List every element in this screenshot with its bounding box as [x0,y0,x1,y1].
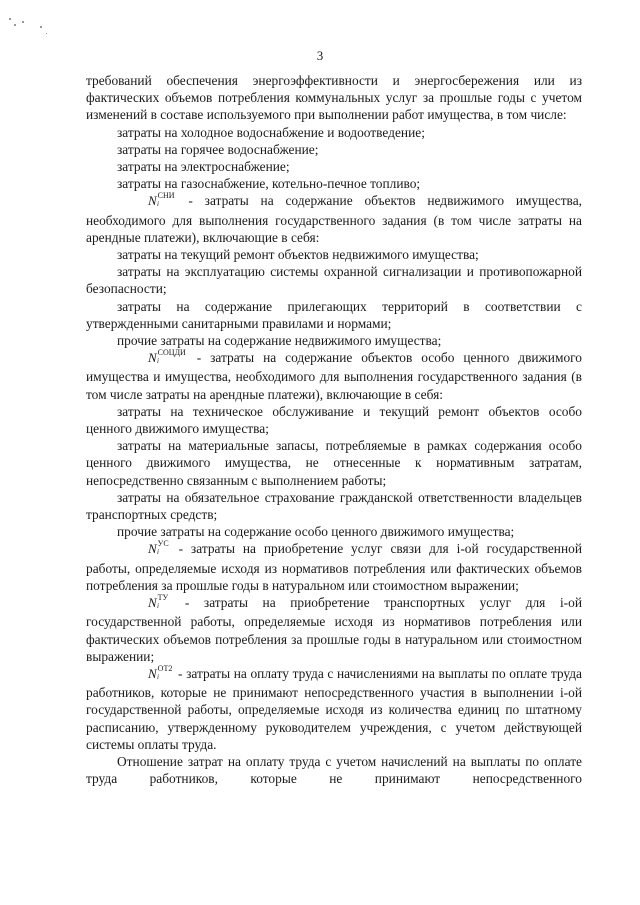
scan-artifact [22,21,24,23]
paragraph [86,141,582,158]
paragraph-text: затраты на эксплуатацию системы охранной сигнализации и противопожарной безопасности; [86,264,582,297]
paragraph [86,523,582,540]
formula-symbol: N i $^{ТУ}$ [148,593,169,611]
page-number: 3 [316,48,324,63]
paragraph [86,72,582,124]
paragraph [86,332,582,349]
paragraph-text: прочие затраты на содержание особо ценного движимого имущества; [117,524,515,540]
paragraph-text: - затраты на приобретение транспортных услуг для i-ой государственной работы, определяемые исходя из нормативов потребления или фактических объемов потребления за прошлые годы в натуральном или стоимостном выражении; [86,595,582,664]
paragraph [86,437,582,489]
paragraph-text: прочие затраты на содержание недвижимого имущества; [117,333,442,349]
paragraph-text: требований обеспечения энергоэффективности и энергосбережения или из фактических объемов потребления коммунальных услуг за прошлые годы с учетом изменений в составе используемого при выполнении работ имущества, в том числе: [86,73,582,123]
paragraph [86,246,582,263]
paragraph-text: затраты на текущий ремонт объектов недвижимого имущества; [117,247,479,263]
scan-artifact [40,26,42,28]
formula-definition-paragraph [86,665,582,753]
paragraph [86,489,582,523]
formula-symbol: N i $^{ОТ2}$ [148,663,173,681]
paragraph-text: затраты на обязательное страхование гражданской ответственности владельцев транспортных средств; [86,489,582,523]
formula-definition-paragraph [86,540,582,594]
paragraph-text: затраты на горячее водоснабжение; [117,141,319,157]
paragraph-text: - затраты на оплату труда с начислениями на выплаты по оплате труда работников, которые не принимают непосредственного участия в выполнении i-ой государственной работы, определяемые исходя из количества единиц по штатному расписанию, утвержденному руководителем учреждения, с учетом действующей системы оплаты труда. [86,665,582,752]
formula-definition-paragraph [86,594,582,665]
formula-definition-paragraph [86,349,582,403]
formula-symbol: N i $^{СОЦДИ}$ [148,348,186,366]
scan-artifact [46,33,47,34]
paragraph-text: - затраты на приобретение услуг связи для i-ой государственной работы, определяемые исходя из нормативов потребления или фактических объемов потребления за прошлые годы в натуральном или стоимостном выражении; [86,541,582,593]
scan-artifact [14,24,16,26]
paragraph-text: затраты на содержание прилегающих территорий в соответствии с утвержденными санитарными правилами и нормами; [86,298,582,331]
paragraph [86,158,582,175]
formula-symbol: N i $^{УС}$ [148,539,169,557]
formula-definition-paragraph [86,192,582,246]
document-body [86,72,582,787]
paragraph [86,263,582,297]
paragraph [86,753,582,787]
paragraph-text: Отношение затрат на оплату труда с учетом начислений на выплаты по оплате труда работников, которые не принимают непосредственного [86,753,582,787]
paragraph [86,403,582,437]
paragraph [86,298,582,332]
paragraph-text: затраты на газоснабжение, котельно-печное топливо; [117,176,421,192]
paragraph-text: - затраты на содержание объектов особо ценного движимого имущества и имущества, необходимого для выполнения государственного задания (в том числе затраты на арендные платежи), включающие в себя: [86,350,582,402]
formula-symbol: N i $^{СНИ}$ [148,191,175,209]
paragraph [86,124,582,141]
paragraph-text: затраты на материальные запасы, потребляемые в рамках содержания особо ценного движимого имущества, не отнесенные к нормативным затратам, непосредственно связанным с выполнением работы; [86,438,582,488]
scan-artifact [9,18,11,20]
paragraph-text: - затраты на содержание объектов недвижимого имущества, необходимого для выполнения государственного задания (в том числе затраты на арендные платежи), включающие в себя: [86,193,582,245]
paragraph-text: затраты на холодное водоснабжение и водоотведение; [117,124,425,140]
paragraph [86,175,582,192]
paragraph-text: затраты на электроснабжение; [117,159,290,175]
paragraph-text: затраты на техническое обслуживание и текущий ремонт объектов особо ценного движимого имущества; [86,403,582,437]
